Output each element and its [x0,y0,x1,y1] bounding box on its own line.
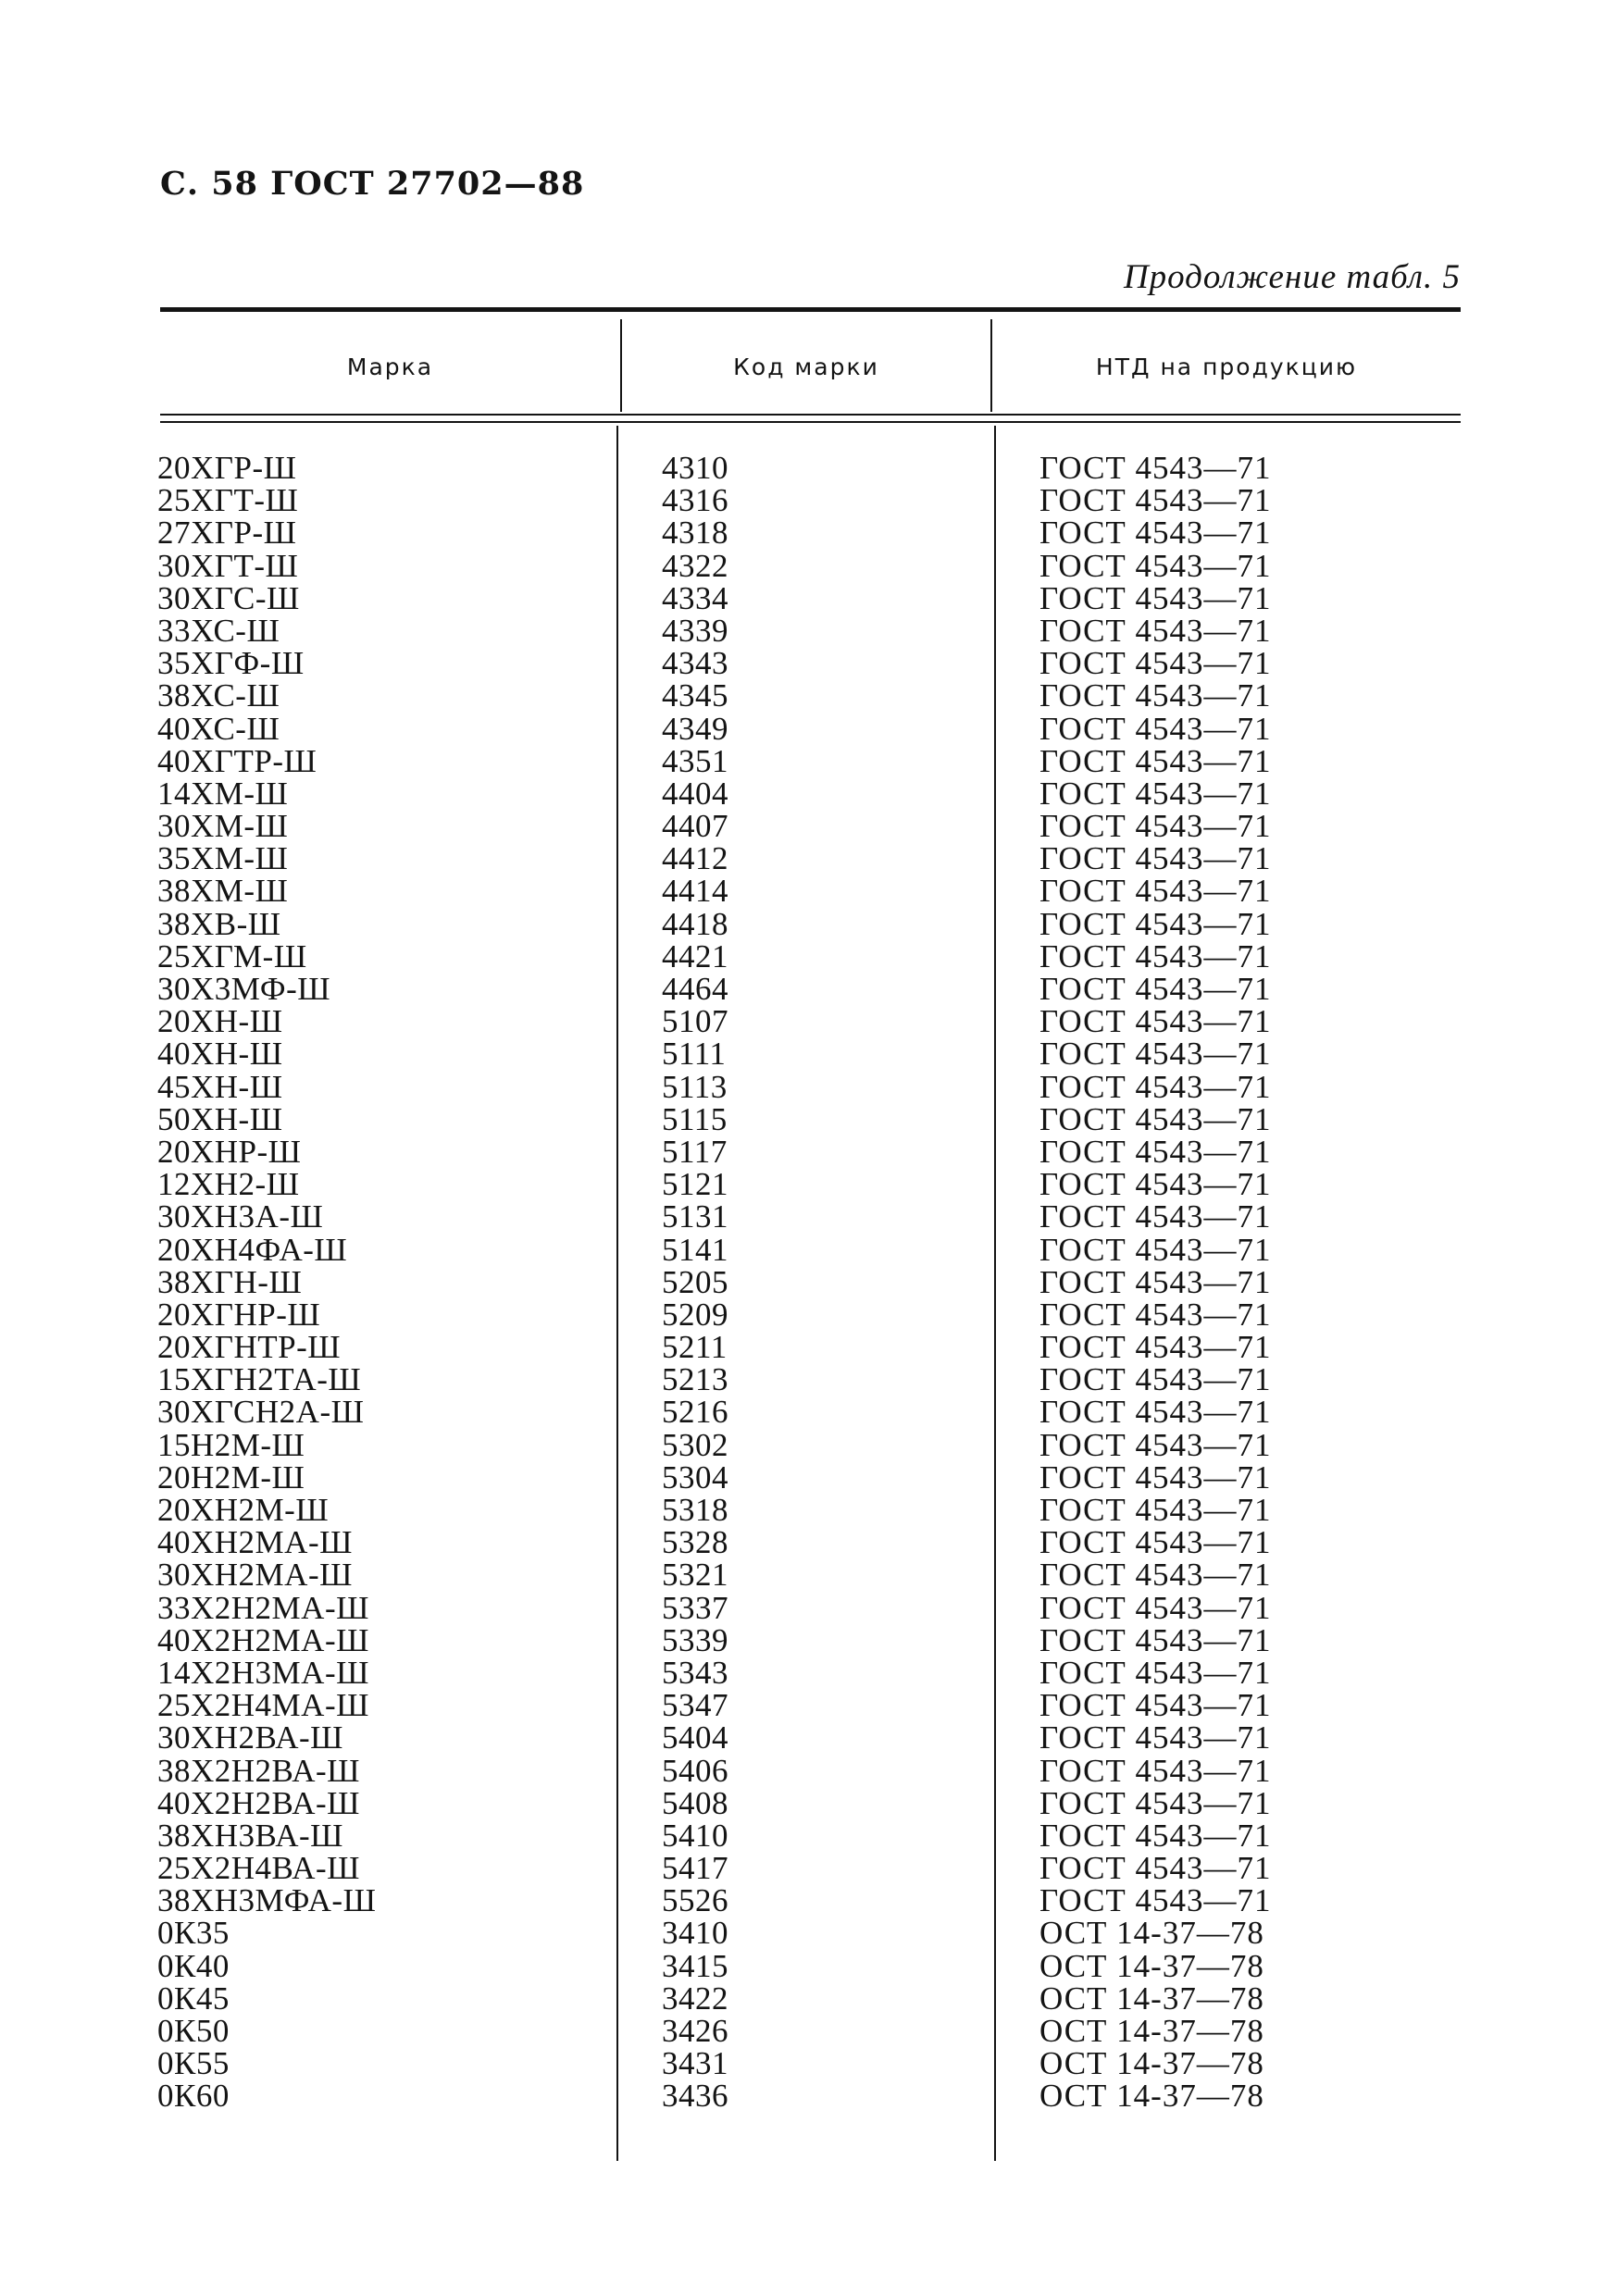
cell-mark: 15ХГН2ТА-Ш [157,1361,362,1398]
cell-ntd: ГОСТ 4543—71 [1039,547,1272,584]
cell-ntd: ГОСТ 4543—71 [1039,1036,1272,1073]
cell-ntd: ГОСТ 4543—71 [1039,1426,1272,1463]
cell-ntd: ГОСТ 4543—71 [1039,775,1272,812]
cell-mark: 45ХН-Ш [157,1068,283,1105]
table-row [0,1687,1618,1724]
column-header-mark: Марка [346,354,434,380]
cell-ntd: ГОСТ 4543—71 [1039,1458,1272,1496]
cell-mark: 40Х2Н2ВА-Ш [157,1784,360,1821]
page-header: С. 58 ГОСТ 27702—88 [160,165,585,203]
table-body [0,452,1618,2113]
cell-ntd: ГОСТ 4543—71 [1039,971,1272,1007]
table-row [0,1298,1618,1331]
table-row [0,1068,1618,1105]
cell-ntd: ГОСТ 4543—71 [1039,1882,1272,1919]
table-row [0,1394,1618,1431]
cell-mark: 0К40 [157,1947,230,1984]
cell-code: 5141 [662,1231,728,1268]
cell-mark: 25Х2Н4ВА-Ш [157,1850,360,1887]
cell-code: 4343 [662,645,728,682]
cell-ntd: ГОСТ 4543—71 [1039,742,1272,779]
cell-ntd: ОСТ 14-37—78 [1039,1915,1264,1952]
cell-mark: 38ХН3МФА-Ш [157,1882,377,1919]
cell-mark: 30ХГС-Ш [157,579,300,616]
cell-code: 5343 [662,1654,728,1691]
cell-mark: 38ХМ-Ш [157,873,289,910]
cell-ntd: ГОСТ 4543—71 [1039,612,1272,649]
cell-ntd: ГОСТ 4543—71 [1039,515,1272,552]
table-row [0,873,1618,910]
cell-ntd: ГОСТ 4543—71 [1039,1850,1272,1887]
cell-code: 3436 [662,2078,728,2115]
table-row [0,1752,1618,1789]
cell-code: 4418 [662,905,728,942]
cell-mark: 20ХГНР-Ш [157,1296,321,1333]
table-row [0,645,1618,682]
cell-ntd: ГОСТ 4543—71 [1039,1492,1272,1528]
cell-ntd: ГОСТ 4543—71 [1039,1296,1272,1333]
cell-mark: 20ХН-Ш [157,1003,283,1040]
table-row [0,1458,1618,1496]
cell-ntd: ГОСТ 4543—71 [1039,710,1272,747]
column-header-ntd: НТД на продукцию [1095,354,1358,380]
cell-code: 5117 [662,1133,728,1170]
cell-code: 4464 [662,971,728,1007]
cell-code: 4345 [662,677,728,714]
cell-mark: 38ХН3ВА-Ш [157,1817,343,1854]
cell-ntd: ОСТ 14-37—78 [1039,1947,1264,1984]
cell-code: 4404 [662,775,728,812]
cell-ntd: ГОСТ 4543—71 [1039,1557,1272,1594]
cell-ntd: ОСТ 14-37—78 [1039,1980,1264,2017]
table-row [0,1200,1618,1233]
cell-ntd: ОСТ 14-37—78 [1039,2078,1264,2115]
cell-mark: 40Х2Н2МА-Ш [157,1621,369,1658]
table-row [0,515,1618,552]
cell-mark: 15Н2М-Ш [157,1426,305,1463]
cell-mark: 30Х3МФ-Ш [157,971,331,1007]
cell-code: 5328 [662,1524,728,1561]
cell-mark: 0К35 [157,1915,230,1952]
cell-code: 5337 [662,1589,728,1626]
table-row [0,1850,1618,1887]
cell-code: 4349 [662,710,728,747]
table-row [0,579,1618,616]
cell-ntd: ГОСТ 4543—71 [1039,1817,1272,1854]
cell-mark: 0К50 [157,2013,230,2049]
table-row [0,1263,1618,1300]
cell-mark: 14ХМ-Ш [157,775,289,812]
column-header-code: Код марки [733,354,879,380]
cell-ntd: ГОСТ 4543—71 [1039,450,1272,486]
table-row [0,1947,1618,1984]
table-row [0,482,1618,519]
cell-code: 5408 [662,1784,728,1821]
table-top-rule [160,307,1461,312]
table-row [0,777,1618,810]
cell-code: 4310 [662,450,728,486]
cell-code: 4414 [662,873,728,910]
cell-code: 5211 [662,1329,728,1366]
cell-code: 5209 [662,1296,728,1333]
cell-ntd: ГОСТ 4543—71 [1039,873,1272,910]
cell-code: 5304 [662,1458,728,1496]
cell-code: 5131 [662,1198,728,1235]
cell-ntd: ГОСТ 4543—71 [1039,1198,1272,1235]
table-row [0,710,1618,747]
cell-mark: 40ХС-Ш [157,710,280,747]
table-row [0,937,1618,974]
cell-mark: 0К45 [157,1980,230,2017]
cell-code: 5347 [662,1687,728,1724]
cell-mark: 38ХГН-Ш [157,1263,303,1300]
cell-code: 5113 [662,1068,728,1105]
table-row [0,1133,1618,1170]
cell-code: 5410 [662,1817,728,1854]
cell-ntd: ГОСТ 4543—71 [1039,1263,1272,1300]
cell-code: 4351 [662,742,728,779]
table-row [0,1557,1618,1594]
cell-code: 5216 [662,1394,728,1431]
table-row [0,1784,1618,1821]
cell-ntd: ГОСТ 4543—71 [1039,1784,1272,1821]
table-row [0,1003,1618,1040]
cell-ntd: ГОСТ 4543—71 [1039,1589,1272,1626]
table-row [0,1036,1618,1073]
cell-code: 5339 [662,1621,728,1658]
cell-code: 3426 [662,2013,728,2049]
table-row [0,1524,1618,1561]
cell-code: 5115 [662,1100,728,1137]
cell-mark: 30ХМ-Ш [157,808,289,845]
cell-ntd: ГОСТ 4543—71 [1039,937,1272,974]
cell-ntd: ГОСТ 4543—71 [1039,1361,1272,1398]
cell-mark: 20ХНР-Ш [157,1133,302,1170]
table-row [0,1231,1618,1268]
cell-code: 5526 [662,1882,728,1919]
cell-code: 3431 [662,2045,728,2082]
table-row [0,1982,1618,2015]
cell-code: 4318 [662,515,728,552]
cell-mark: 40ХН-Ш [157,1036,283,1073]
table-row [0,1884,1618,1917]
cell-ntd: ГОСТ 4543—71 [1039,1621,1272,1658]
cell-mark: 20Н2М-Ш [157,1458,305,1496]
cell-ntd: ГОСТ 4543—71 [1039,1166,1272,1203]
table-row [0,973,1618,1005]
cell-mark: 20ХН4ФА-Ш [157,1231,348,1268]
cell-mark: 30ХГСН2А-Ш [157,1394,365,1431]
cell-mark: 25ХГТ-Ш [157,482,299,519]
cell-mark: 30ХН3А-Ш [157,1198,324,1235]
cell-mark: 38Х2Н2ВА-Ш [157,1752,360,1789]
table-row [0,2078,1618,2115]
cell-code: 5404 [662,1719,728,1756]
cell-mark: 14Х2Н3МА-Ш [157,1654,369,1691]
cell-code: 4334 [662,579,728,616]
table-row [0,679,1618,712]
cell-ntd: ГОСТ 4543—71 [1039,840,1272,877]
table-row [0,614,1618,647]
cell-code: 3422 [662,1980,728,2017]
table-row [0,1721,1618,1754]
table-row [0,1654,1618,1691]
cell-code: 5205 [662,1263,728,1300]
cell-mark: 30ХН2МА-Ш [157,1557,353,1594]
header-bottom-rule-1 [160,414,1461,416]
cell-mark: 12ХН2-Ш [157,1166,300,1203]
cell-ntd: ГОСТ 4543—71 [1039,1231,1272,1268]
cell-ntd: ГОСТ 4543—71 [1039,1752,1272,1789]
cell-mark: 0К55 [157,2045,230,2082]
cell-ntd: ГОСТ 4543—71 [1039,1068,1272,1105]
table-row [0,1589,1618,1626]
table-row [0,1819,1618,1852]
cell-mark: 30ХГТ-Ш [157,547,299,584]
header-bottom-rule-2 [160,421,1461,423]
cell-code: 5417 [662,1850,728,1887]
cell-mark: 40ХГТР-Ш [157,742,317,779]
cell-ntd: ГОСТ 4543—71 [1039,645,1272,682]
table-row [0,1166,1618,1203]
table-row [0,1363,1618,1396]
table-row [0,1915,1618,1952]
cell-code: 5302 [662,1426,728,1463]
cell-mark: 35ХГФ-Ш [157,645,305,682]
cell-mark: 30ХН2ВА-Ш [157,1719,343,1756]
cell-code: 5321 [662,1557,728,1594]
cell-ntd: ГОСТ 4543—71 [1039,1100,1272,1137]
cell-ntd: ГОСТ 4543—71 [1039,1719,1272,1756]
table-row [0,842,1618,875]
table-row [0,905,1618,942]
cell-ntd: ГОСТ 4543—71 [1039,1524,1272,1561]
cell-code: 4407 [662,808,728,845]
cell-code: 3410 [662,1915,728,1952]
table-row [0,742,1618,779]
cell-mark: 20ХГР-Ш [157,450,297,486]
cell-ntd: ГОСТ 4543—71 [1039,1003,1272,1040]
cell-mark: 25ХГМ-Ш [157,937,307,974]
cell-ntd: ГОСТ 4543—71 [1039,677,1272,714]
cell-code: 5318 [662,1492,728,1528]
cell-mark: 50ХН-Ш [157,1100,283,1137]
table-row [0,808,1618,845]
cell-code: 3415 [662,1947,728,1984]
cell-ntd: ГОСТ 4543—71 [1039,1329,1272,1366]
table-row [0,547,1618,584]
cell-code: 5213 [662,1361,728,1398]
cell-code: 4339 [662,612,728,649]
cell-mark: 38ХВ-Ш [157,905,281,942]
table-row [0,452,1618,484]
cell-ntd: ГОСТ 4543—71 [1039,905,1272,942]
table-row [0,1621,1618,1658]
table-row [0,2045,1618,2082]
table-row [0,1494,1618,1526]
cell-ntd: ГОСТ 4543—71 [1039,482,1272,519]
cell-ntd: ГОСТ 4543—71 [1039,1687,1272,1724]
cell-ntd: ГОСТ 4543—71 [1039,808,1272,845]
cell-code: 5121 [662,1166,728,1203]
table-row [0,2015,1618,2047]
cell-mark: 35ХМ-Ш [157,840,289,877]
cell-code: 4316 [662,482,728,519]
cell-mark: 20ХН2М-Ш [157,1492,330,1528]
table-row [0,1100,1618,1137]
cell-mark: 38ХС-Ш [157,677,280,714]
cell-mark: 27ХГР-Ш [157,515,297,552]
cell-mark: 25Х2Н4МА-Ш [157,1687,369,1724]
cell-mark: 33ХС-Ш [157,612,280,649]
cell-mark: 0К60 [157,2078,230,2115]
table-continuation-label: Продолжение табл. 5 [1123,258,1461,296]
cell-ntd: ГОСТ 4543—71 [1039,1394,1272,1431]
cell-code: 5107 [662,1003,728,1040]
cell-ntd: ОСТ 14-37—78 [1039,2045,1264,2082]
cell-mark: 33Х2Н2МА-Ш [157,1589,369,1626]
cell-code: 5111 [662,1036,727,1073]
cell-ntd: ОСТ 14-37—78 [1039,2013,1264,2049]
cell-code: 5406 [662,1752,728,1789]
cell-mark: 40ХН2МА-Ш [157,1524,353,1561]
cell-mark: 20ХГНТР-Ш [157,1329,342,1366]
cell-code: 4421 [662,937,728,974]
cell-ntd: ГОСТ 4543—71 [1039,1133,1272,1170]
cell-code: 4412 [662,840,728,877]
table-row [0,1426,1618,1463]
cell-ntd: ГОСТ 4543—71 [1039,1654,1272,1691]
cell-code: 4322 [662,547,728,584]
table-row [0,1329,1618,1366]
cell-ntd: ГОСТ 4543—71 [1039,579,1272,616]
